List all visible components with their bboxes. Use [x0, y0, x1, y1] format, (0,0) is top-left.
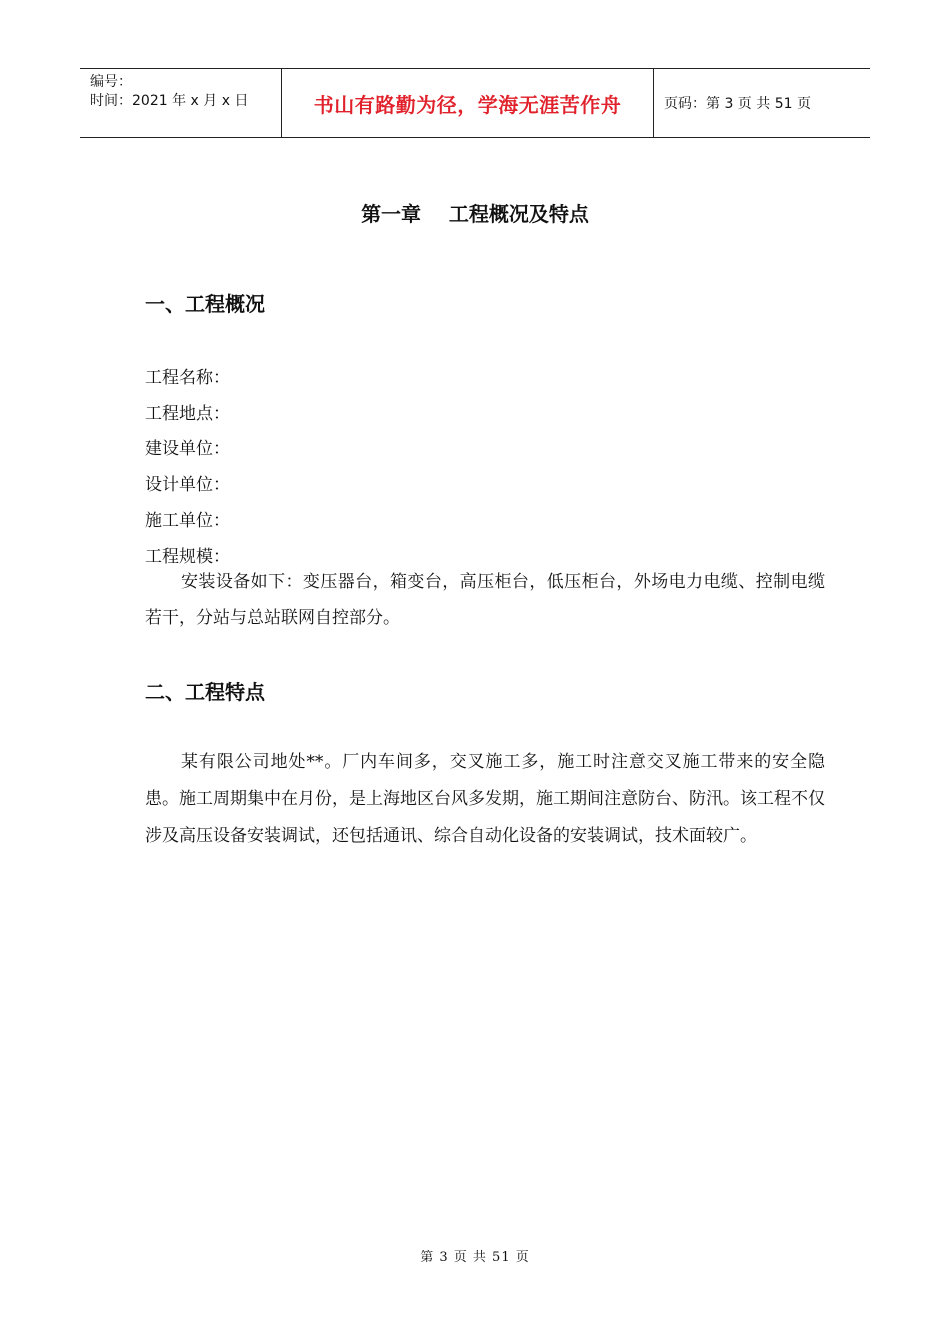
document-header	[80, 68, 870, 138]
field-project-location: 工程地点：	[145, 404, 230, 424]
header-page-info	[654, 69, 870, 137]
section-heading-features: 二、工程特点	[145, 680, 265, 704]
section-heading-overview: 一、工程概况	[145, 292, 265, 316]
header-meta	[80, 69, 282, 137]
header-motto: 书山有路勤为径，学海无涯苦作舟	[313, 92, 622, 117]
field-project-name: 工程名称：	[145, 368, 230, 388]
features-paragraph: 某有限公司地处**。厂内车间多，交叉施工多，施工时注意交叉施工带来的安全隐患。施工周期集中在月份，是上海地区台风多发期，施工期间注意防台、防汛。该工程不仅涉及高压设备安装调试，还包括通讯、综合自动化设备的安装调试，技术面较广。	[145, 752, 825, 846]
equipment-paragraph: 安装设备如下：变压器台，箱变台，高压柜台，低压柜台，外场电力电缆、控制电缆若干，分站与总站联网自控部分。	[145, 572, 825, 628]
field-contractor: 施工单位：	[145, 511, 230, 531]
header-motto-cell	[282, 69, 654, 137]
document-number: 编号：	[90, 74, 132, 90]
page-footer: 第 3 页 共 51 页	[420, 1250, 530, 1265]
field-scale: 工程规模：	[145, 547, 230, 567]
page-info-text: 页码：第 3 页 共 51 页	[664, 96, 811, 112]
document-date: 时间：2021 年 x 月 x 日	[90, 93, 249, 109]
field-designer: 设计单位：	[145, 475, 230, 495]
chapter-title: 第一章 工程概况及特点	[361, 202, 589, 226]
field-owner: 建设单位：	[145, 439, 230, 459]
